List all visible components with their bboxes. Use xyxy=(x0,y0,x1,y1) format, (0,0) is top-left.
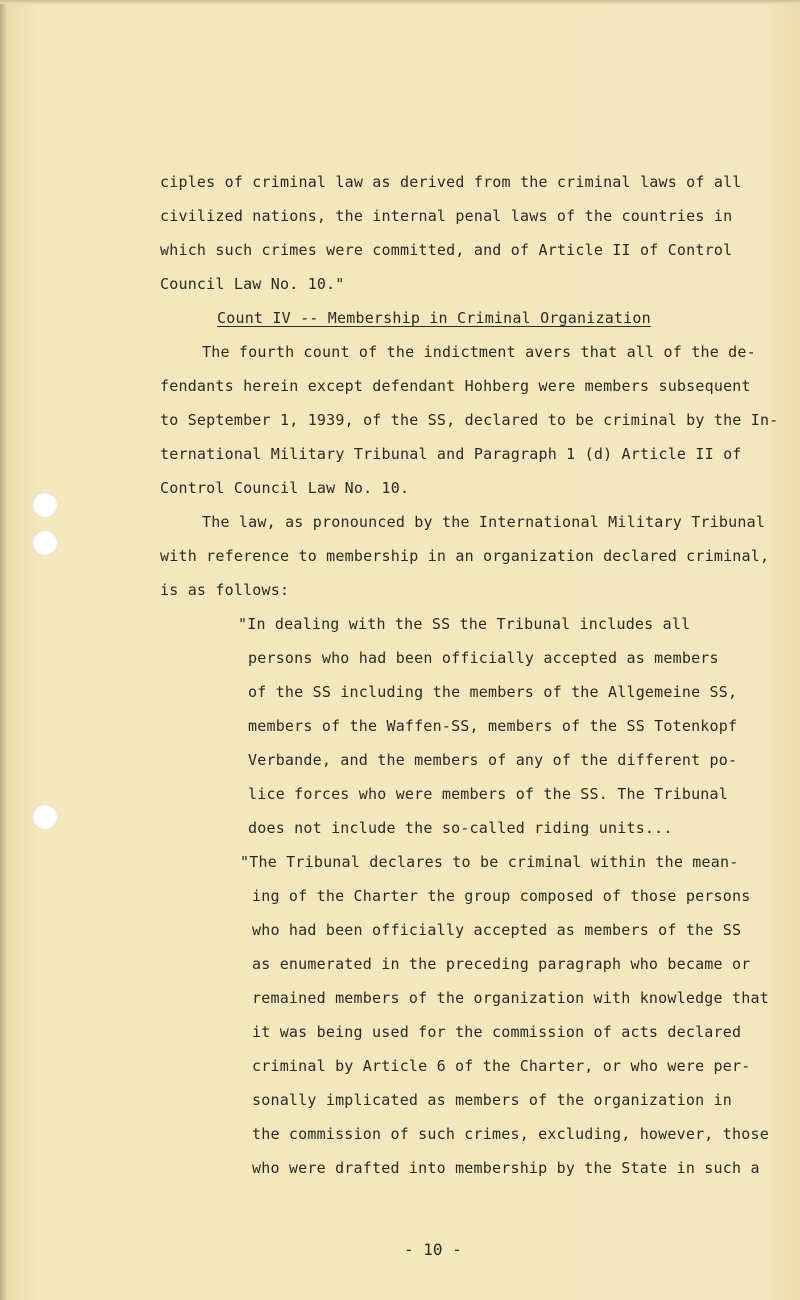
quote-line: of the SS including the members of the Allgemeine SS, xyxy=(248,683,738,701)
text-line: with reference to membership in an organization declared criminal, xyxy=(160,547,770,565)
quote-line: remained members of the organization with knowledge that xyxy=(252,989,769,1007)
punch-hole xyxy=(32,804,58,830)
quote-line: ing of the Charter the group composed of those persons xyxy=(252,887,751,905)
text-line: The law, as pronounced by the International Military Tribunal xyxy=(202,513,766,531)
text-line: The fourth count of the indictment avers that all of the de- xyxy=(202,343,756,361)
quote-line: does not include the so-called riding units... xyxy=(248,819,673,837)
quote-line: who had been officially accepted as members of the SS xyxy=(252,921,742,939)
quote-line: it was being used for the commission of acts declared xyxy=(252,1023,742,1041)
text-line: civilized nations, the internal penal laws of the countries in xyxy=(160,207,733,225)
quote-line: Verbande, and the members of any of the different po- xyxy=(248,751,738,769)
text-line: Council Law No. 10." xyxy=(160,275,345,293)
text-line: ciples of criminal law as derived from the criminal laws of all xyxy=(160,173,742,191)
quote-line: criminal by Article 6 of the Charter, or who were per- xyxy=(252,1057,751,1075)
quote-line: persons who had been officially accepted as members xyxy=(248,649,719,667)
page-top-edge xyxy=(0,0,800,4)
page-number: - 10 - xyxy=(404,1240,462,1259)
punch-hole xyxy=(32,530,58,556)
quote-line: the commission of such crimes, excluding, however, those xyxy=(252,1125,769,1143)
quote-line: "In dealing with the SS the Tribunal includes all xyxy=(238,615,691,633)
quote-line: as enumerated in the preceding paragraph who became or xyxy=(252,955,751,973)
quote-line: lice forces who were members of the SS. The Tribunal xyxy=(248,785,728,803)
quote-line: who were drafted into membership by the State in such a xyxy=(252,1159,760,1177)
section-heading: Count IV -- Membership in Criminal Organization xyxy=(217,309,651,327)
quote-line: members of the Waffen-SS, members of the SS Totenkopf xyxy=(248,717,738,735)
quote-line: sonally implicated as members of the organization in xyxy=(252,1091,732,1109)
text-line: fendants herein except defendant Hohberg were members subsequent xyxy=(160,377,751,395)
text-line: ternational Military Tribunal and Paragraph 1 (d) Article II of xyxy=(160,445,742,463)
quote-line: "The Tribunal declares to be criminal within the mean- xyxy=(240,853,739,871)
text-line: to September 1, 1939, of the SS, declared to be criminal by the In- xyxy=(160,411,779,429)
text-line: is as follows: xyxy=(160,581,290,599)
text-line: which such crimes were committed, and of Article II of Control xyxy=(160,241,733,259)
punch-hole xyxy=(32,492,58,518)
text-line: Control Council Law No. 10. xyxy=(160,479,410,497)
page-left-edge xyxy=(0,0,6,1300)
